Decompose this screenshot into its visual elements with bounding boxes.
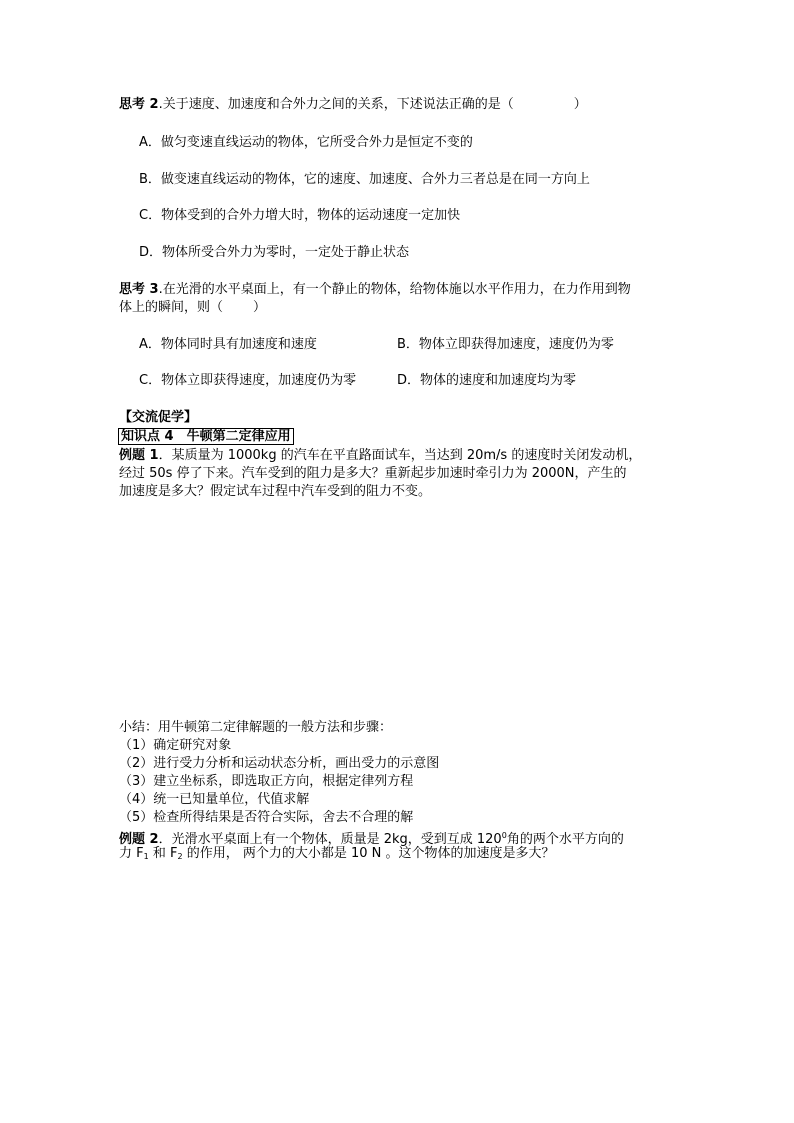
summary-step-1: （1）确定研究对象 — [119, 738, 232, 753]
example-1-line3: 加速度是多大？假定试车过程中汽车受到的阻力不变。 — [119, 484, 432, 499]
example-2-text-2b: 和 F — [148, 846, 178, 861]
question-3-close: ） — [253, 300, 267, 315]
question-3-stem-line2 — [119, 299, 266, 317]
question-3-option-d: D．物体的速度和加速度均为零 — [397, 373, 577, 388]
example-1-text-1: ．某质量为 1000kg 的汽车在平直路面试车，当达到 20m/s 的速度时关闭发动机， — [158, 448, 642, 463]
summary-title: 小结：用牛顿第二定律解题的一般方法和步骤： — [119, 720, 393, 735]
f1-subscript: 1 — [143, 852, 149, 861]
example-2-text-1a: ．光滑水平桌面上有一个物体，质量是 2kg，受到互成 120 — [158, 832, 502, 847]
question-2-option-b: B．做变速直线运动的物体，它的速度、加速度、合外力三者总是在同一方向上 — [139, 172, 590, 187]
knowledge-point-heading — [118, 428, 294, 446]
example-2-text-1b: 角的两个水平方向的 — [506, 832, 624, 847]
example-2-text-2a: 力 F — [119, 846, 144, 861]
question-3-option-c: C．物体立即获得速度，加速度仍为零 — [139, 373, 357, 388]
example-2-line2 — [119, 845, 555, 866]
question-2-option-c: C．物体受到的合外力增大时，物体的运动速度一定加快 — [139, 208, 461, 223]
summary-step-2: （2）进行受力分析和运动状态分析，画出受力的示意图 — [119, 756, 440, 771]
example-1-label: 例题 1 — [119, 448, 159, 463]
question-3-text-2: 体上的瞬间，则（ — [119, 300, 224, 315]
knowledge-point-label: 知识点 4 牛顿第二定律应用 — [118, 428, 294, 445]
example-1-line1 — [119, 447, 641, 465]
degree-superscript: 0 — [501, 831, 507, 840]
example-2-label: 例题 2 — [119, 832, 159, 847]
example-1-line2: 经过 50s 停了下来。汽车受到的阻力是多大？重新起步加速时牵引力为 2000N，产生的 — [119, 466, 627, 481]
question-2-label: 思考 2 — [119, 97, 159, 112]
question-3-text-1: .在光滑的水平桌面上，有一个静止的物体，给物体施以水平作用力，在力作用到物 — [158, 282, 631, 297]
question-3-label: 思考 3 — [119, 282, 159, 297]
question-3-stem-line1 — [119, 281, 631, 299]
question-3-option-a: A．物体同时具有加速度和速度 — [139, 337, 317, 352]
question-2-text: .关于速度、加速度和合外力之间的关系，下述说法正确的是（ — [158, 97, 514, 112]
question-3-option-b: B．物体立即获得加速度，速度仍为零 — [397, 337, 614, 352]
question-2-close: ） — [573, 97, 587, 112]
section-title: 【交流促学】 — [119, 410, 198, 425]
summary-step-3: （3）建立坐标系，即选取正方向，根据定律列方程 — [119, 774, 414, 789]
example-2-text-2c: 的作用， 两个力的大小都是 10 N 。这个物体的加速度是多大？ — [182, 846, 555, 861]
question-2-option-a: A．做匀变速直线运动的物体，它所受合外力是恒定不变的 — [139, 135, 473, 150]
question-2-option-d: D．物体所受合外力为零时，一定处于静止状态 — [139, 245, 410, 260]
f2-subscript: 2 — [177, 852, 183, 861]
summary-step-5: （5）检查所得结果是否符合实际，舍去不合理的解 — [119, 810, 414, 825]
question-2-stem — [119, 96, 587, 114]
summary-step-4: （4）统一已知量单位，代值求解 — [119, 792, 310, 807]
